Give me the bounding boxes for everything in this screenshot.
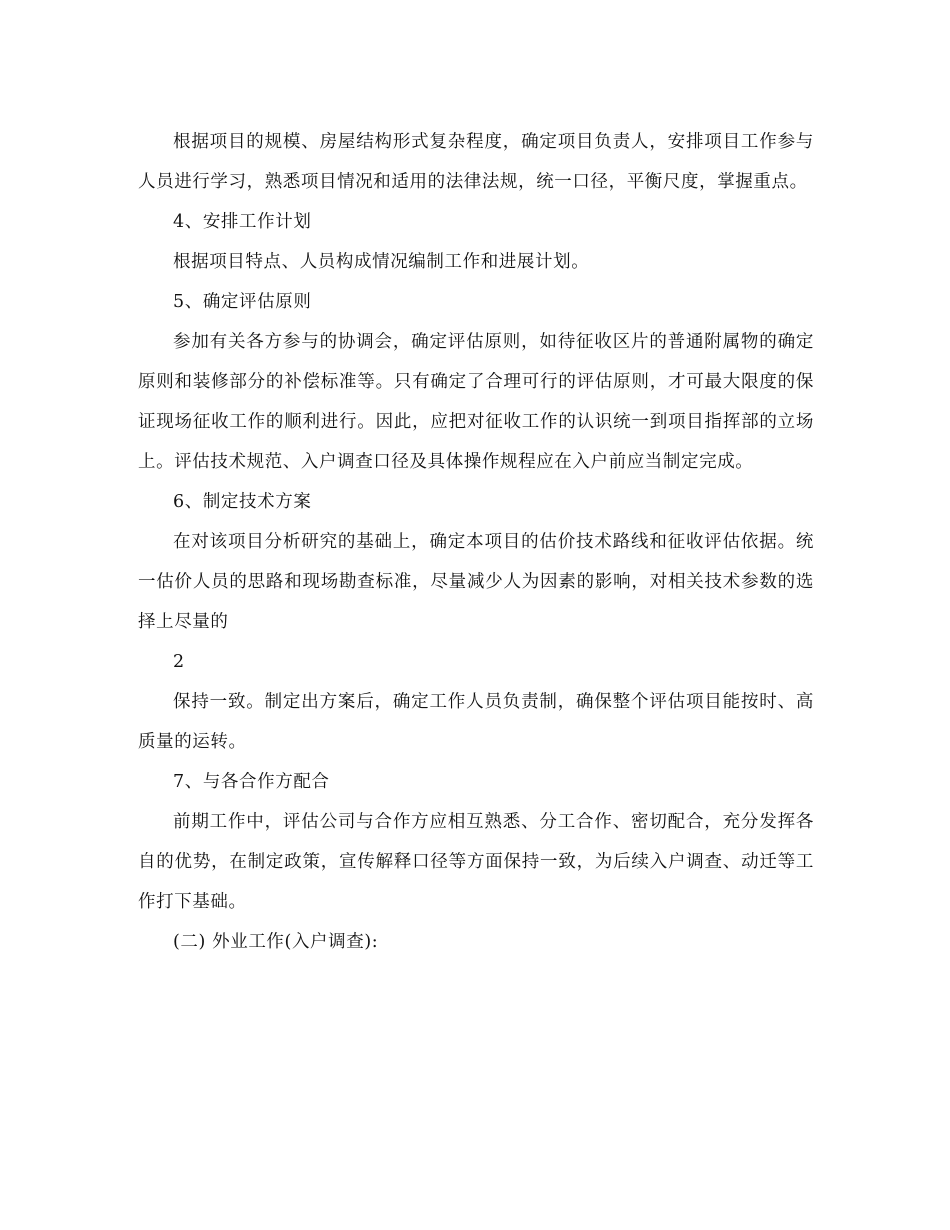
heading-cooperation: 7、与各合作方配合 (173, 772, 330, 792)
document-body (138, 122, 814, 962)
paragraph-project-staffing: 根据项目的规模、房屋结构形式复杂程度，确定项目负责人，安排项目工作参与人员进行学习，熟悉项目情况和适用的法律法规，统一口径，平衡尺度，掌握重点。 (138, 132, 814, 192)
paragraph-technical-plan: 在对该项目分析研究的基础上，确定本项目的估价技术路线和征收评估依据。统一估价人员的思路和现场勘查标准，尽量减少人为因素的影响，对相关技术参数的选择上尽量的 (138, 532, 814, 632)
heading-field-work: (二) 外业工作(入户调查): (173, 932, 379, 952)
paragraph-work-plan: 根据项目特点、人员构成情况编制工作和进展计划。 (173, 252, 590, 272)
paragraph-technical-plan-continued: 保持一致。制定出方案后，确定工作人员负责制，确保整个评估项目能按时、高质量的运转。 (138, 692, 814, 752)
heading-technical-plan: 6、制定技术方案 (173, 492, 312, 512)
page-number: 2 (173, 652, 185, 672)
heading-work-plan: 4、安排工作计划 (173, 212, 312, 232)
paragraph-cooperation: 前期工作中，评估公司与合作方应相互熟悉、分工合作、密切配合，充分发挥各自的优势，在制定政策，宣传解释口径等方面保持一致，为后续入户调查、动迁等工作打下基础。 (138, 812, 814, 912)
heading-assessment-principles: 5、确定评估原则 (173, 292, 312, 312)
paragraph-assessment-principles: 参加有关各方参与的协调会，确定评估原则，如待征收区片的普通附属物的确定原则和装修部分的补偿标准等。只有确定了合理可行的评估原则，才可最大限度的保证现场征收工作的顺利进行。因此，应把对征收工作的认识统一到项目指挥部的立场上。评估技术规范、入户调查口径及具体操作规程应在入户前应当制定完成。 (138, 332, 814, 472)
